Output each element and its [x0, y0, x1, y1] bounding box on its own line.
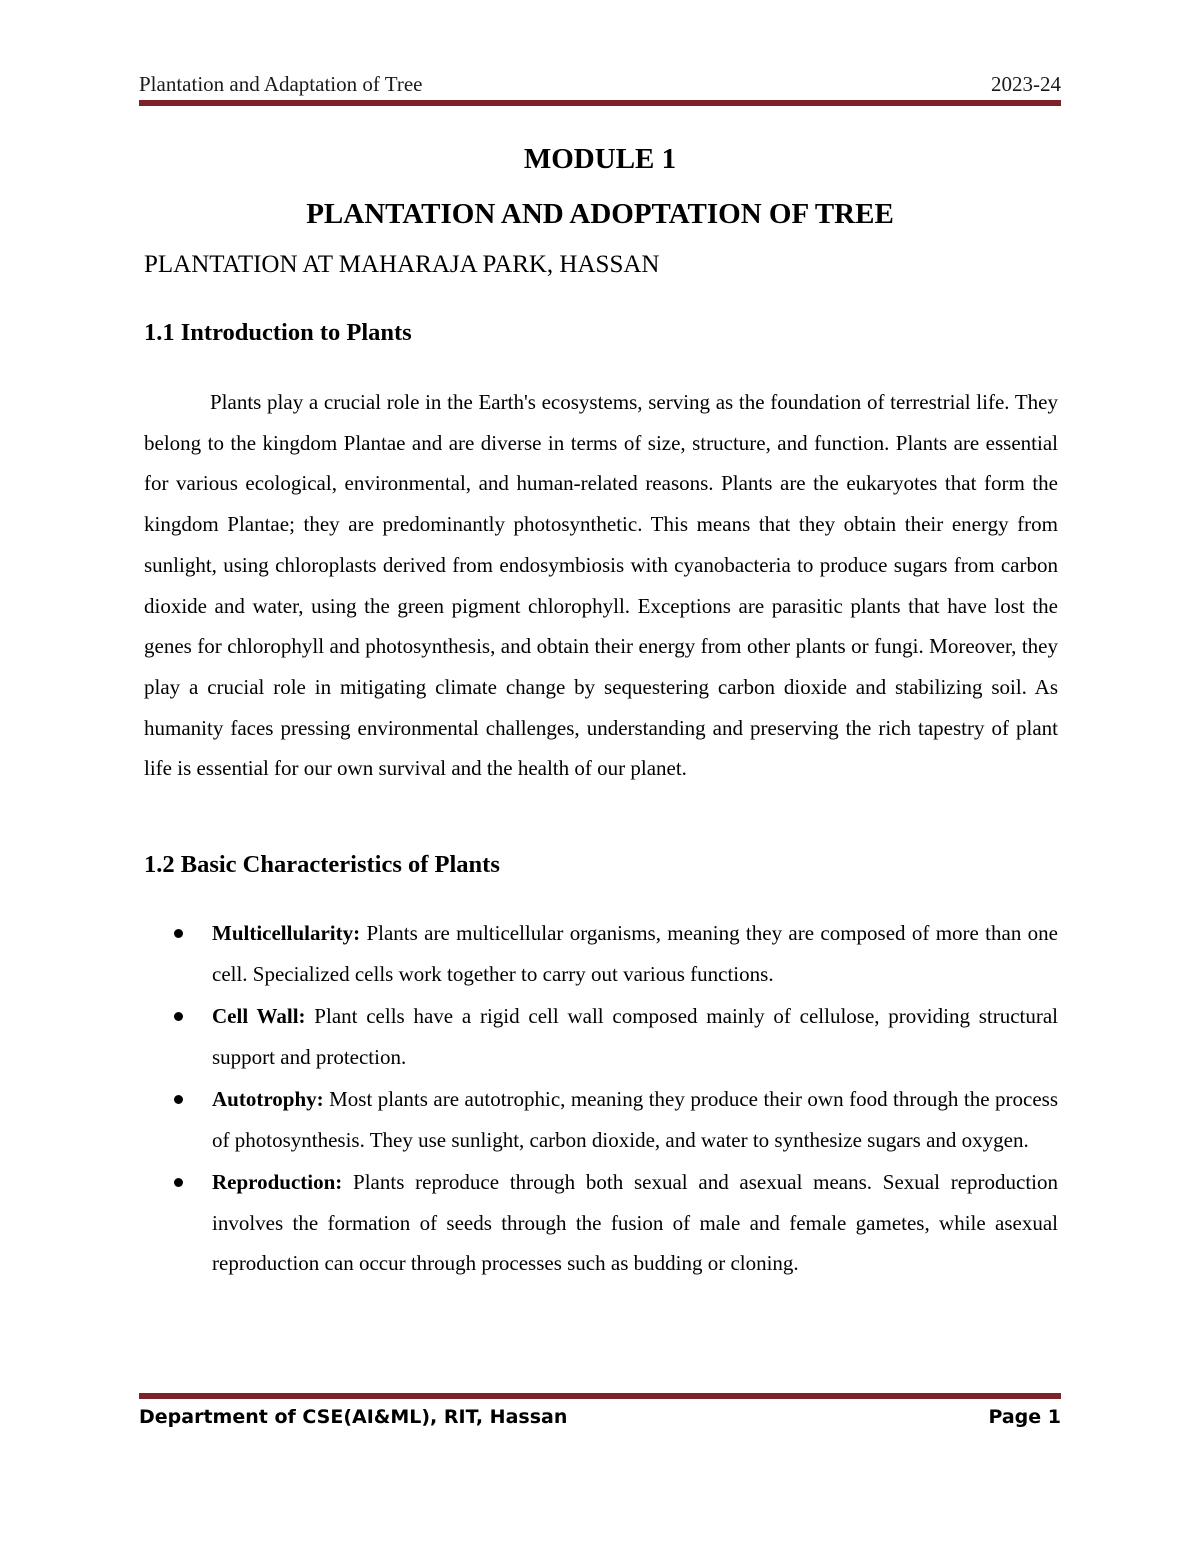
bullet-icon — [174, 1178, 183, 1187]
section-1-heading: 1.1 Introduction to Plants — [144, 319, 412, 346]
header-year: 2023-24 — [991, 72, 1061, 96]
section-1-paragraph: Plants play a crucial role in the Earth's ecosystems, serving as the foundation of terrestrial life. They belong to the kingdom Plantae and are diverse in terms of size, structure, and function. Plants are essential for various ecological, environmental, and human-related reasons. Plants are the eukaryotes that form the kingdom Plantae; they are predominantly photosynthetic. This means that they obtain their energy from sunlight, using chloroplasts derived from endosymbiosis with cyanobacteria to produce sugars from carbon dioxide and water, using the green pigment chlorophyll. Exceptions are parasitic plants that have lost the genes for chlorophyll and photosynthesis, and obtain their energy from other plants or fungi. Moreover, they play a crucial role in mitigating climate change by sequestering carbon dioxide and stabilizing soil. As humanity faces pressing environmental challenges, understanding and preserving the rich tapestry of plant life is essential for our own survival and the health of our planet. — [144, 390, 1058, 781]
section-2-heading: 1.2 Basic Characteristics of Plants — [144, 851, 500, 878]
list-item-term: Cell Wall: — [212, 1004, 306, 1028]
header-rule — [139, 100, 1061, 106]
module-title: MODULE 1 — [523, 143, 677, 175]
header-title: Plantation and Adaptation of Tree — [139, 72, 423, 96]
list-item-term: Reproduction: — [212, 1170, 343, 1194]
bullet-icon — [174, 1095, 183, 1104]
bullet-icon — [174, 929, 183, 938]
list-item-text: Plants are multicellular organisms, meaning they are composed of more than one cell. Specialized cells work together to carry out various functions. — [212, 921, 1058, 986]
footer-rule — [139, 1393, 1061, 1399]
list-item — [144, 996, 1058, 1077]
main-title: PLANTATION AND ADOPTATION OF TREE — [306, 198, 894, 230]
page-footer — [139, 1406, 1061, 1436]
list-item — [144, 1162, 1058, 1284]
list-item-text: Most plants are autotrophic, meaning they produce their own food through the process of photosynthesis. They use sunlight, carbon dioxide, and water to synthesize sugars and oxygen. — [212, 1087, 1058, 1152]
list-item-text: Plant cells have a rigid cell wall composed mainly of cellulose, providing structural support and protection. — [212, 1004, 1059, 1069]
page-number: Page 1 — [988, 1406, 1061, 1428]
bullet-icon — [174, 1012, 183, 1021]
list-item — [144, 1079, 1058, 1160]
footer-department: Department of CSE(AI&ML), RIT, Hassan — [139, 1406, 568, 1428]
characteristics-list — [144, 913, 1058, 1286]
list-item-term: Autotrophy: — [212, 1087, 324, 1111]
page-header — [139, 72, 1061, 102]
list-item-term: Multicellularity: — [212, 921, 361, 945]
list-item-text: Plants reproduce through both sexual and asexual means. Sexual reproduction involves the formation of seeds through the fusion of male and female gametes, while asexual reproduction can occur through processes such as budding or cloning. — [212, 1170, 1058, 1275]
subtitle: PLANTATION AT MAHARAJA PARK, HASSAN — [144, 251, 660, 278]
list-item — [144, 913, 1058, 994]
